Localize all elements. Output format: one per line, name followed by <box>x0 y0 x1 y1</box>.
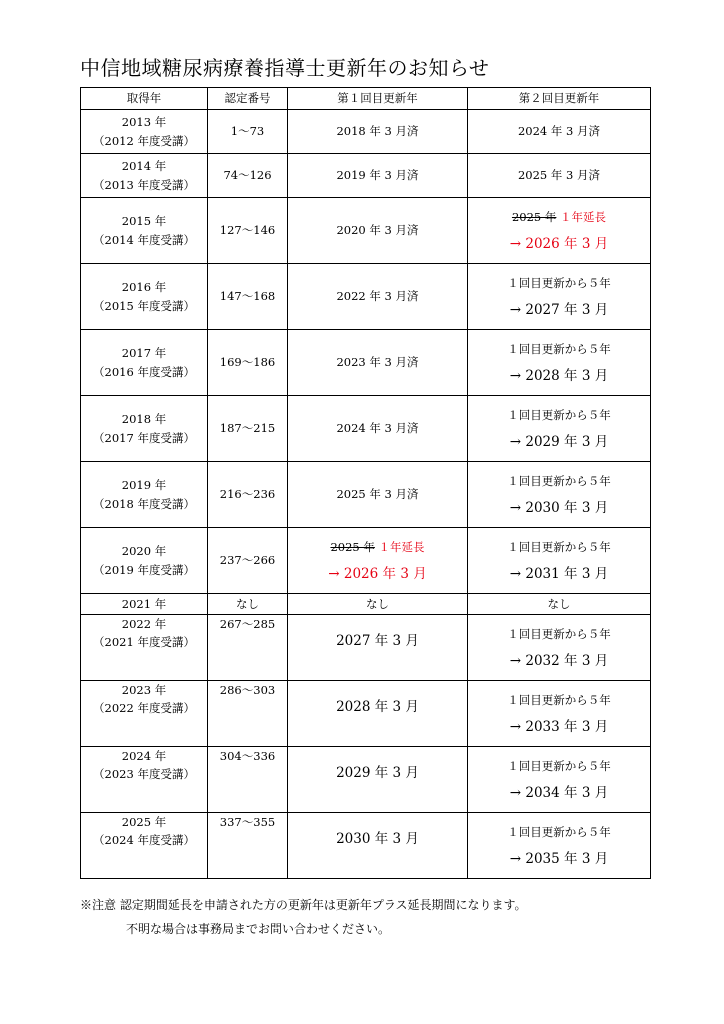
course-label: （2019 年度受講） <box>93 562 195 577</box>
number-cell: 304～336 <box>208 747 288 813</box>
first-renewal-cell <box>288 681 468 747</box>
year-label: 2014 年 <box>121 159 167 174</box>
footnote <box>80 893 527 941</box>
year-cell <box>81 747 208 813</box>
number-cell: 187～215 <box>208 396 288 462</box>
table-row <box>81 747 651 813</box>
renewal-note: １回目更新から５年 <box>507 758 611 773</box>
struck-year: 2025 年 <box>511 209 557 224</box>
new-renewal-date: → 2026 年 3 月 <box>328 565 427 582</box>
second-renewal-cell: なし <box>468 594 651 615</box>
year-label: 2016 年 <box>121 280 167 295</box>
year-label: 2025 年 <box>121 815 167 829</box>
number-cell: 1～73 <box>208 110 288 154</box>
course-label: （2022 年度受講） <box>93 701 195 716</box>
table-row <box>81 615 651 681</box>
extension-label: １年延長 <box>560 209 607 224</box>
course-label: （2013 年度受講） <box>93 177 195 192</box>
first-renewal-cell: 2019 年 3 月済 <box>288 154 468 198</box>
table-row <box>81 154 651 198</box>
second-renewal-cell <box>468 462 651 528</box>
number-cell: 169～186 <box>208 330 288 396</box>
header-acquired-year: 取得年 <box>81 88 208 110</box>
second-renewal-cell <box>468 198 651 264</box>
first-renewal-date: 2027 年 3 月 <box>336 633 419 649</box>
number-cell: 216～236 <box>208 462 288 528</box>
renewal-note: １回目更新から５年 <box>507 341 611 356</box>
first-renewal-cell <box>288 615 468 681</box>
table-row <box>81 813 651 879</box>
number-cell: 74～126 <box>208 154 288 198</box>
renewal-note: １回目更新から５年 <box>507 275 611 290</box>
course-label: （2017 年度受講） <box>93 430 195 445</box>
year-cell: 2021 年 <box>81 594 208 615</box>
number-cell: 267～285 <box>208 615 288 681</box>
new-renewal-date: → 2035 年 3 月 <box>509 850 609 867</box>
renewal-table <box>80 87 651 879</box>
year-cell <box>81 154 208 198</box>
course-label: （2021 年度受講） <box>93 635 195 650</box>
year-cell <box>81 528 208 594</box>
first-renewal-cell: 2022 年 3 月済 <box>288 264 468 330</box>
new-renewal-date: → 2034 年 3 月 <box>509 784 609 801</box>
first-renewal-cell: 2018 年 3 月済 <box>288 110 468 154</box>
second-renewal-cell <box>468 528 651 594</box>
first-renewal-cell <box>288 747 468 813</box>
second-renewal-cell <box>468 681 651 747</box>
number-cell: 147～168 <box>208 264 288 330</box>
year-label: 2020 年 <box>121 544 167 559</box>
first-renewal-cell: 2024 年 3 月済 <box>288 396 468 462</box>
table-row <box>81 528 651 594</box>
second-renewal-cell <box>468 813 651 879</box>
table-header-row <box>81 88 651 110</box>
first-renewal-cell: 2025 年 3 月済 <box>288 462 468 528</box>
renewal-note: １回目更新から５年 <box>507 473 611 488</box>
table-row <box>81 396 651 462</box>
second-renewal-cell: 2024 年 3 月済 <box>468 110 651 154</box>
table-row <box>81 681 651 747</box>
number-cell: 127～146 <box>208 198 288 264</box>
course-label: （2014 年度受講） <box>93 232 195 247</box>
table-row <box>81 264 651 330</box>
first-renewal-cell <box>288 813 468 879</box>
new-renewal-date: → 2030 年 3 月 <box>509 499 609 516</box>
new-renewal-date: → 2029 年 3 月 <box>509 433 609 450</box>
new-renewal-date: → 2027 年 3 月 <box>509 301 609 318</box>
first-renewal-cell: 2020 年 3 月済 <box>288 198 468 264</box>
header-first-renewal: 第１回目更新年 <box>288 88 468 110</box>
first-renewal-cell: なし <box>288 594 468 615</box>
year-label: 2019 年 <box>121 478 167 493</box>
first-renewal-date: 2029 年 3 月 <box>336 765 419 781</box>
new-renewal-date: → 2033 年 3 月 <box>509 718 609 735</box>
first-renewal-cell: 2023 年 3 月済 <box>288 330 468 396</box>
renewal-note: １回目更新から５年 <box>507 692 611 707</box>
second-renewal-cell <box>468 396 651 462</box>
renewal-note: １回目更新から５年 <box>507 824 611 839</box>
first-renewal-date: 2030 年 3 月 <box>336 831 419 847</box>
new-renewal-date: → 2028 年 3 月 <box>509 367 609 384</box>
course-label: （2018 年度受講） <box>93 496 195 511</box>
second-renewal-cell <box>468 615 651 681</box>
year-cell <box>81 462 208 528</box>
footnote-line-2: 不明な場合は事務局までお問い合わせください。 <box>126 922 391 936</box>
course-label: （2012 年度受講） <box>93 133 195 148</box>
year-cell <box>81 264 208 330</box>
table-row <box>81 198 651 264</box>
year-label: 2024 年 <box>121 749 167 763</box>
page-title: 中信地域糖尿病療養指導士更新年のお知らせ <box>80 56 490 80</box>
number-cell: 237～266 <box>208 528 288 594</box>
second-renewal-cell: 2025 年 3 月済 <box>468 154 651 198</box>
first-renewal-cell <box>288 528 468 594</box>
number-cell: 286～303 <box>208 681 288 747</box>
year-label: 2022 年 <box>121 617 167 631</box>
renewal-note: １回目更新から５年 <box>507 626 611 641</box>
second-renewal-cell <box>468 264 651 330</box>
year-cell <box>81 110 208 154</box>
new-renewal-date: → 2032 年 3 月 <box>509 652 609 669</box>
renewal-note: １回目更新から５年 <box>507 539 611 554</box>
footnote-line-1: ※注意 認定期間延長を申請された方の更新年は更新年プラス延長期間になります。 <box>80 898 527 912</box>
year-label: 2015 年 <box>121 214 167 229</box>
table-row <box>81 462 651 528</box>
first-renewal-date: 2028 年 3 月 <box>336 699 419 715</box>
table-row <box>81 110 651 154</box>
header-cert-number: 認定番号 <box>208 88 288 110</box>
year-cell <box>81 198 208 264</box>
number-cell: なし <box>208 594 288 615</box>
extension-label: １年延長 <box>378 539 425 554</box>
struck-year: 2025 年 <box>330 539 375 554</box>
course-label: （2016 年度受講） <box>93 364 195 379</box>
header-second-renewal: 第２回目更新年 <box>468 88 651 110</box>
table-row <box>81 330 651 396</box>
course-label: （2024 年度受講） <box>93 833 195 848</box>
year-cell <box>81 681 208 747</box>
new-renewal-date: → 2026 年 3 月 <box>509 235 609 252</box>
renewal-note: １回目更新から５年 <box>507 407 611 422</box>
year-label: 2017 年 <box>121 346 167 361</box>
course-label: （2015 年度受講） <box>93 298 195 313</box>
year-cell <box>81 615 208 681</box>
year-label: 2013 年 <box>121 115 167 130</box>
new-renewal-date: → 2031 年 3 月 <box>509 565 609 582</box>
number-cell: 337～355 <box>208 813 288 879</box>
second-renewal-cell <box>468 330 651 396</box>
year-cell <box>81 813 208 879</box>
course-label: （2023 年度受講） <box>93 767 195 782</box>
year-cell <box>81 330 208 396</box>
year-label: 2018 年 <box>121 412 167 427</box>
table-row <box>81 594 651 615</box>
year-label: 2023 年 <box>121 683 167 697</box>
second-renewal-cell <box>468 747 651 813</box>
year-cell <box>81 396 208 462</box>
